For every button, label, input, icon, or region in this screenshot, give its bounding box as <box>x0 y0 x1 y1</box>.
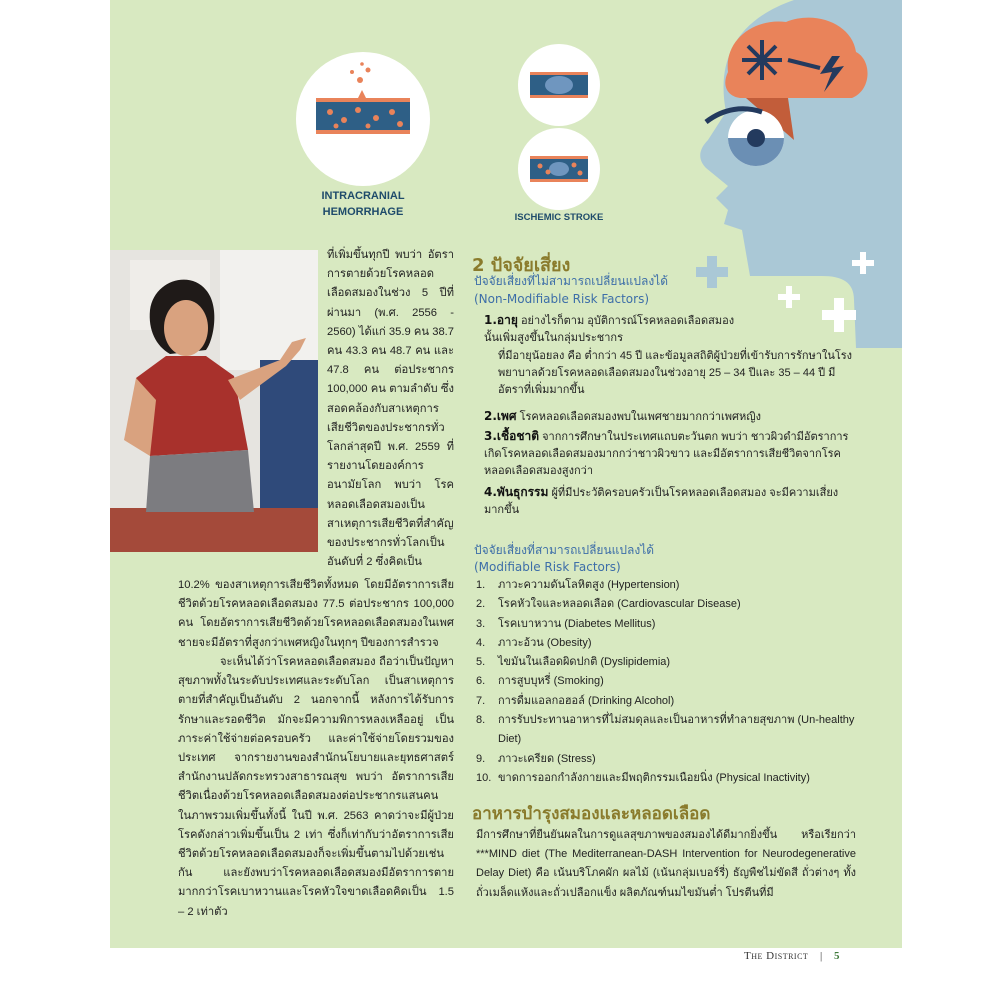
vessel-clot-icon <box>518 44 600 126</box>
section-risk-factors-title: 2 ปัจจัยเสี่ยง <box>472 255 571 276</box>
nonmod-title-en: (Non-Modifiable Risk Factors) <box>474 292 649 306</box>
nonmod-item-age-text: อย่างไรก็ตาม อุบัติการณ์โรคหลอดเลือดสมองนั้นเพิ่มสูงขึ้นในกลุ่มประชากร <box>484 315 735 344</box>
mod-list-item: 7. การดื่มแอลกอฮอล์ (Drinking Alcohol) <box>476 694 675 707</box>
mod-list-item: 3. โรคเบาหวาน (Diabetes Mellitus) <box>476 617 656 630</box>
nonmod-item-genetics <box>484 484 854 519</box>
plus-icon-3 <box>822 298 856 336</box>
mod-list-item: 1. ภาวะความดันโลหิตสูง (Hypertension) <box>476 579 680 591</box>
plus-icon-2 <box>778 286 800 312</box>
intro-narrow-text: ที่เพิ่มขึ้นทุกปี พบว่า อัตราการตายด้วยโรคหลอดเลือดสมองในช่วง 5 ปีที่ผ่านมา (พ.ศ. 2556 - 2560) ได้แก่ 35.9 คน 38.7 คน 43.3 คน 48.7 คน และ 47.8 คน ต่อประชากร 100,000 คน ตามลำดับ ซึ่งสอดคล้องกับสาเหตุการเสียชีวิตของประชากรทั่วโลกล่าสุดปี พ.ศ. 2559 ที่รายงานโดยองค์การอนามัยโลก พบว่า โรคหลอดเลือดสมองเป็นสาเหตุการเสียชีวิตที่สำคัญของประชากรทั่วโลกเป็นอันดับที่ 2 ซึ่งคิดเป็น <box>327 249 454 569</box>
neuron-burst-icon <box>742 40 782 80</box>
mod-list-item: 2. โรคหัวใจและหลอดเลือด (Cardiovascular Disease) <box>476 598 741 611</box>
mod-list-item: 5. ไขมันในเลือดผิดปกติ (Dyslipidemia) <box>476 656 671 669</box>
food-section-title: อาหารบำรุงสมองและหลอดเลือด <box>472 804 711 824</box>
ischemic-illustration-bottom <box>518 128 600 210</box>
mod-list-item: 6. การสูบบุหรี่ (Smoking) <box>476 675 604 688</box>
nonmod-item-sex-text: โรคหลอดเลือดสมองพบในเพศชายมากกว่าเพศหญิง <box>519 411 762 423</box>
vessel-rupture-icon <box>296 52 430 186</box>
footer-magazine-name: The District <box>744 950 809 962</box>
hemorrhage-illustration <box>296 52 430 186</box>
nonmod-item-sex-label: 2.เพศ <box>484 409 517 423</box>
ischemic-caption: ISCHEMIC STROKE <box>514 212 604 223</box>
nonmod-title-th: ปัจจัยเสี่ยงที่ไม่สามารถเปลี่ยนแปลงได้ <box>474 274 669 288</box>
intro-paragraph-2: จะเห็นได้ว่าโรคหลอดเลือดสมอง ถือว่าเป็นปัญหาสุขภาพทั้งในระดับประเทศและระดับโลก เป็นสาเหตุการตายที่สำคัญเป็นอันดับ 2 นอกจากนี้ หลังการได้รับการรักษาและรอดชีวิต มักจะมีความพิการหลงเหลืออยู่ เป็นภาระค่าใช้จ่ายต่อครอบครัว และค่าใช้จ่ายโดยรวมของประเทศ จากรายงานของสำนักนโยบายและยุทธศาสตร์ สำนักงานปลัดกระทรวงสาธารณสุข พบว่า อัตราการเสียชีวิตเนื่องด้วยโรคหลอดเลือดสมองต่อประชากรแสนคน ในภาพรวมเพิ่มขึ้นทั้งนี้ ในปี พ.ศ. 2563 คาดว่าจะมีผู้ป่วยโรคดังกล่าวเพิ่มขึ้นเป็น 2 เท่า ซึ่งก็เท่ากับว่าอัตราการเสียชีวิตด้วยโรคหลอดเลือดสมองก็จะเพิ่มขึ้นตามไปด้วยเช่นกัน และยังพบว่าโรคหลอดเลือดสมองมีอัตราการตายมากกว่าโรคเบาหวานและโรคหัวใจขาดเลือดคิดเป็น 1.5 – 2 เท่าตัว <box>178 656 454 918</box>
plus-icon-1 <box>696 256 728 292</box>
author-photo <box>110 250 318 552</box>
mod-list-item: 8. การรับประทานอาหารที่ไม่สมดุลและเป็นอาหารที่ทำลายสุขภาพ (Un-healthy Diet) <box>476 714 855 746</box>
nonmod-item-genetics-text: ผู้ที่มีประวัติครอบครัวเป็นโรคหลอดเลือดสมอง จะมีความเสี่ยงมากขึ้น <box>484 487 839 516</box>
magazine-page <box>110 0 902 948</box>
nonmod-item-age-cont: ที่มีอายุน้อยลง คือ ต่ำกว่า 45 ปี และข้อมูลสถิติผู้ป่วยที่เข้ารับการรักษาในโรงพยาบาลด้วยโรคหลอดเลือดสมองในช่วงอายุ 25 – 34 ปีและ 35 – 44 ปี มีอัตราที่เพิ่มมากขึ้น <box>498 350 853 396</box>
mod-list-item: 10. ขาดการออกกำลังกายและมีพฤติกรรมเนือยนิ่ง (Physical Inactivity) <box>476 771 810 784</box>
footer-separator: | <box>820 950 823 962</box>
mod-list-item: 4. ภาวะอ้วน (Obesity) <box>476 636 592 649</box>
mod-list-item: 9. ภาวะเครียด (Stress) <box>476 752 596 765</box>
mod-list <box>476 576 862 788</box>
nonmod-item-sex <box>484 408 854 426</box>
nonmod-item-age-label: 1.อายุ <box>484 313 518 327</box>
footer-page-number: 5 <box>834 950 840 962</box>
nonmod-item-race-text: จากการศึกษาในประเทศแถบตะวันตก พบว่า ชาวผิวดำมีอัตราการเกิดโรคหลอดเลือดสมองมากกว่าชาวผิวขาว และมีอัตราการเสียชีวิตจากโรคหลอดเลือดสมองสูงกว่า <box>484 431 849 477</box>
mod-title-th: ปัจจัยเสี่ยงที่สามารถเปลี่ยนแปลงได้ <box>474 543 655 557</box>
hemorrhage-caption: INTRACRANIAL HEMORRHAGE <box>321 190 405 218</box>
ischemic-illustration-top <box>518 44 600 126</box>
intro-full-text: 10.2% ของสาเหตุการเสียชีวิตทั้งหมด โดยมีอัตราการเสียชีวิตด้วยโรคหลอดเลือดสมอง 77.5 ต่อประชากร 100,000 คน โดยอัตราการเสียชีวิตด้วยโรคหลอดเลือดสมองในเพศชายจะมีอัตราที่สูงกว่าเพศหญิงในทุกๆ ปีของการสำรวจ <box>178 579 454 649</box>
food-section-text: มีการศึกษาที่ยืนยันผลในการดูแลสุขภาพของสมองได้ดีมากยิ่งขึ้น หรือเรียกว่า ***MIND diet (The Mediterranean-DASH Intervention for Neurodegenerative Delay Diet) คือ เน้นบริโภคผัก ผลไม้ (เน้นกลุ่มเบอร์รี่) ธัญพืชไม่ขัดสี ถั่วต่างๆ ทั้งถั่วเมล็ดแห้งและถั่วเปลือกแข็ง ผลิตภัณฑ์นมไขมันต่ำ โปรตีนที่มี <box>476 829 856 899</box>
nonmod-item-genetics-label: 4.พันธุกรรม <box>484 485 549 499</box>
mod-title-en: (Modifiable Risk Factors) <box>474 560 621 574</box>
plus-icon-4 <box>852 252 874 278</box>
nonmod-item-age <box>484 312 744 347</box>
vessel-blocked-icon <box>518 128 600 210</box>
nonmod-item-race-label: 3.เชื้อชาติ <box>484 429 540 443</box>
nonmod-item-race <box>484 428 854 480</box>
